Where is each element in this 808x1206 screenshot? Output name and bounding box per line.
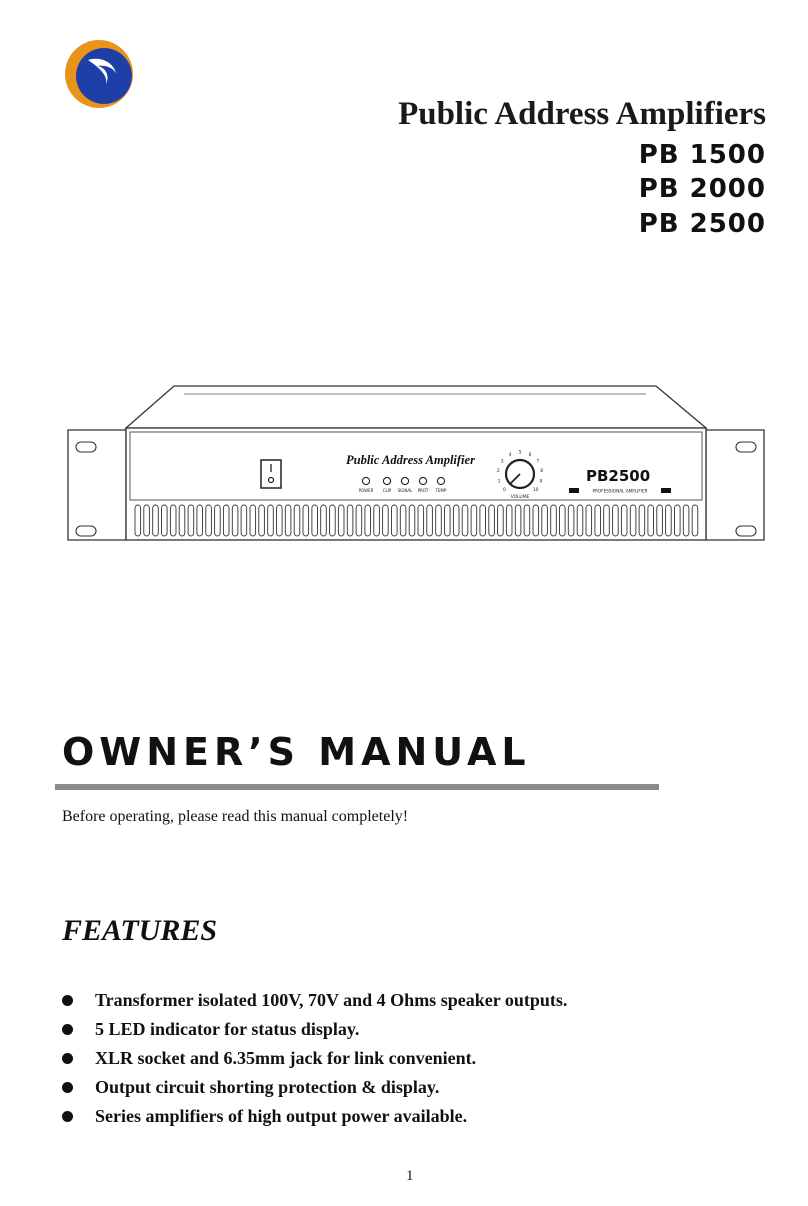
led-temp	[437, 477, 444, 484]
manual-heading: OWNER’S MANUAL	[62, 730, 531, 774]
knob-scale-number: 4	[508, 452, 512, 458]
features-list	[62, 986, 567, 1131]
features-heading: FEATURES	[62, 914, 218, 947]
page-number: 1	[406, 1168, 414, 1184]
knob-scale-number: 3	[500, 459, 504, 465]
led-prot	[419, 477, 426, 484]
amplifier-illustration	[64, 384, 768, 554]
bullet-icon	[62, 1082, 73, 1093]
led-label-prot: PROT	[417, 488, 429, 493]
led-label-clip: CLIP	[382, 488, 392, 493]
knob-scale-number: 0	[502, 488, 506, 494]
heading-rule	[55, 784, 659, 790]
document-title: Public Address Amplifiers	[398, 96, 766, 132]
list-item	[62, 1044, 567, 1073]
knob-scale-number: 1	[497, 479, 501, 485]
brand-logo	[62, 38, 136, 110]
led-label-signal: SIGNAL	[397, 488, 413, 493]
model-pb2500: PB 2500	[638, 209, 766, 239]
list-item	[62, 1102, 567, 1131]
panel-label: Public Address Amplifier	[346, 453, 475, 467]
led-clip	[383, 477, 390, 484]
intro-text: Before operating, please read this manual completely!	[62, 808, 409, 825]
knob-scale-number: 7	[536, 459, 540, 465]
list-item	[62, 1073, 567, 1102]
model-pb2000: PB 2000	[638, 174, 766, 204]
feature-text: 5 LED indicator for status display.	[95, 1019, 360, 1039]
led-label-power: POWER	[358, 488, 374, 493]
feature-text: Output circuit shorting protection & display.	[95, 1077, 440, 1097]
bullet-icon	[62, 1024, 73, 1035]
knob-label: VOLUME	[510, 495, 530, 500]
knob-scale-number: 8	[540, 469, 544, 475]
led-signal	[401, 477, 408, 484]
knob-scale-number: 10	[532, 488, 539, 494]
feature-text: Series amplifiers of high output power available.	[95, 1106, 468, 1126]
list-item	[62, 986, 567, 1015]
model-pb1500: PB 1500	[638, 140, 766, 170]
led-power	[362, 477, 369, 484]
list-item	[62, 1015, 567, 1044]
bullet-icon	[62, 1053, 73, 1064]
feature-text: Transformer isolated 100V, 70V and 4 Ohms speaker outputs.	[95, 990, 568, 1010]
bullet-icon	[62, 1111, 73, 1122]
model-badge: PB2500	[586, 467, 651, 485]
bullet-icon	[62, 995, 73, 1006]
knob-scale-number: 2	[496, 469, 500, 475]
led-label-temp: TEMP	[435, 488, 447, 493]
model-subtitle: PROFESSIONAL AMPLIFIER	[592, 488, 648, 494]
feature-text: XLR socket and 6.35mm jack for link convenient.	[95, 1048, 477, 1068]
knob-scale-number: 6	[528, 452, 532, 458]
knob-scale-number: 5	[518, 450, 522, 456]
knob-scale-number: 9	[539, 479, 543, 485]
